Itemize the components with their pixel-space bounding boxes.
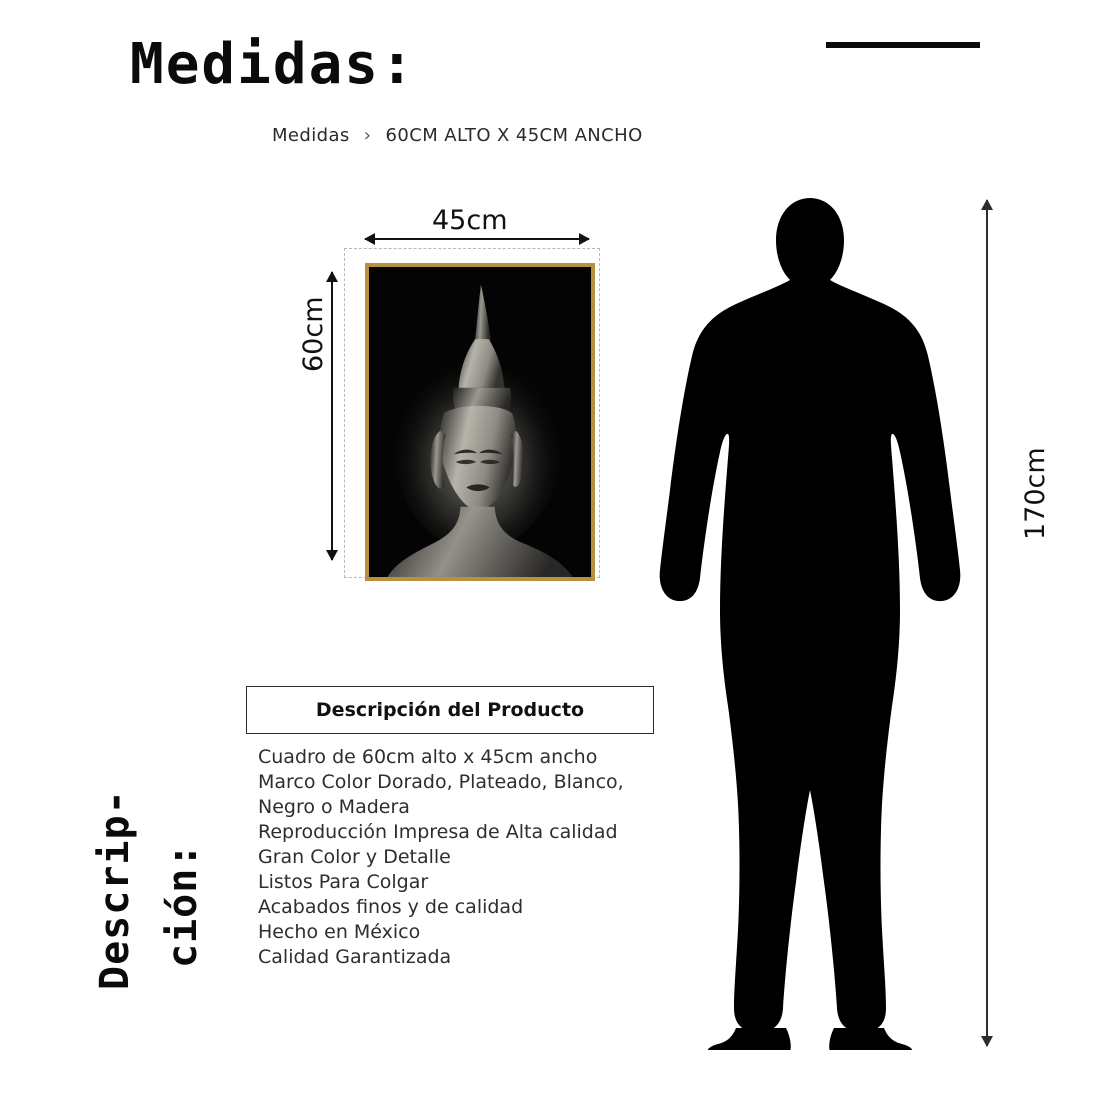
description-list — [258, 745, 624, 970]
list-item: Listos Para Colgar — [258, 871, 429, 893]
buddha-statue-icon — [369, 267, 591, 577]
breadcrumb-separator-icon: › — [363, 125, 372, 146]
header-rule — [826, 42, 980, 48]
list-item: Gran Color y Detalle — [258, 846, 451, 868]
list-item: Marco Color Dorado, Plateado, Blanco, — [258, 771, 624, 793]
list-item: Acabados finos y de calidad — [258, 896, 524, 918]
width-dimension-arrow — [365, 238, 589, 240]
list-item: Hecho en México — [258, 921, 421, 943]
list-item: Negro o Madera — [258, 796, 410, 818]
description-vertical-title-line1: Descrip- — [92, 789, 138, 990]
artwork-photo — [369, 267, 591, 577]
description-header: Descripción del Producto — [246, 686, 654, 734]
person-height-label: 170cm — [1020, 447, 1051, 540]
height-dimension-arrow — [331, 272, 333, 560]
framed-artwork — [365, 263, 595, 581]
breadcrumb-current: 60CM ALTO X 45CM ANCHO — [385, 125, 643, 146]
list-item: Cuadro de 60cm alto x 45cm ancho — [258, 746, 598, 768]
human-silhouette-icon — [640, 190, 980, 1050]
page-title: Medidas: — [130, 32, 416, 97]
width-dimension-label: 45cm — [432, 205, 508, 236]
breadcrumb — [272, 125, 643, 146]
list-item: Reproducción Impresa de Alta calidad — [258, 821, 618, 843]
height-dimension-label: 60cm — [298, 296, 329, 372]
description-vertical-title-line2: ción: — [160, 842, 206, 968]
person-height-arrow — [986, 200, 988, 1046]
list-item: Calidad Garantizada — [258, 946, 452, 968]
breadcrumb-root: Medidas — [272, 125, 350, 146]
